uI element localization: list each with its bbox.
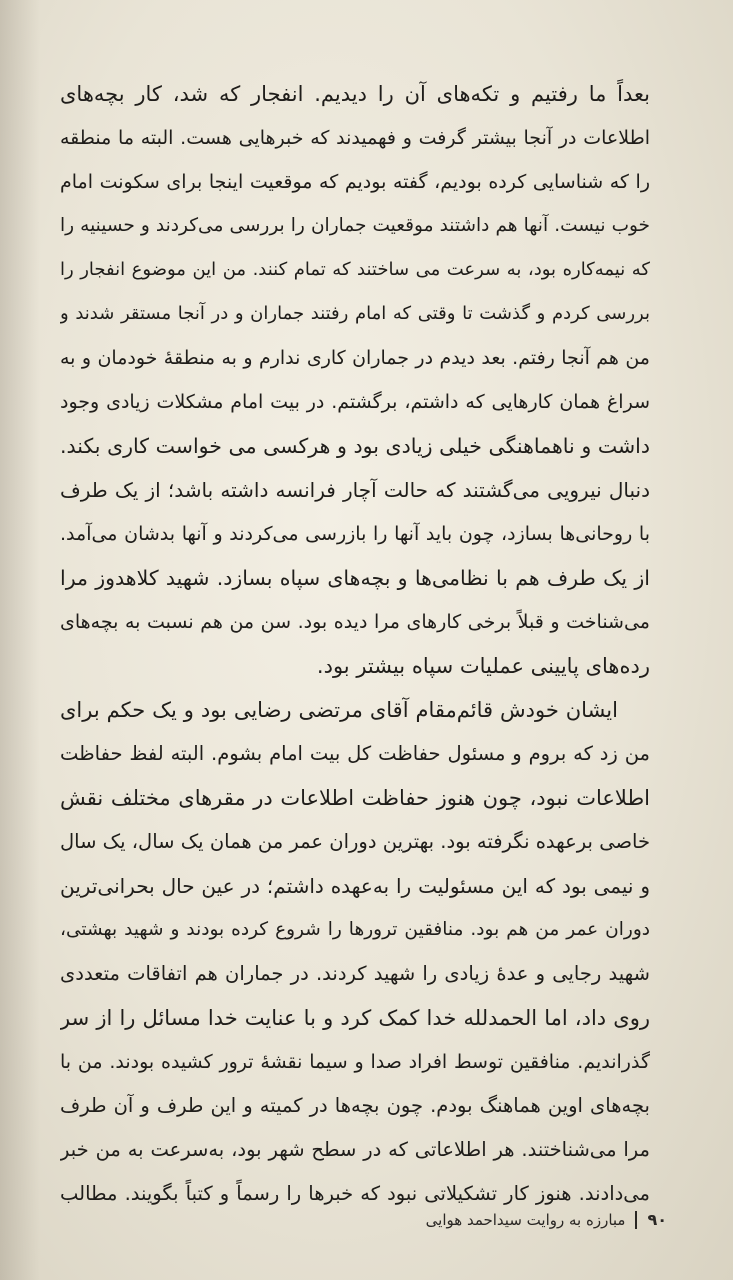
text-line: خاصی برعهده نگرفته بود. بهترین دوران عمر من همان یک سال، یک سال	[60, 830, 650, 853]
paragraph-2	[60, 688, 650, 1216]
body-text	[60, 72, 650, 1216]
text-line: سراغ همان کارهایی که داشتم، برگشتم. در بیت امام مشکلات زیادی وجود	[60, 391, 650, 413]
page-number: ۹۰	[647, 1210, 667, 1229]
text-line: اطلاعات در آنجا بیشتر گرفت و فهمیدند که خبرهایی هست. البته ما منطقه	[60, 127, 650, 149]
text-line: رده‌های پایینی عملیات سپاه بیشتر بود.	[316, 654, 650, 678]
footer-divider	[635, 1211, 637, 1229]
text-line: و نیمی بود که این مسئولیت را به‌عهده داشتم؛ در عین حال بحرانی‌ترین	[60, 874, 650, 898]
text-line: ایشان خودش قائم‌مقام آقای مرتضی رضایی بود و یک حکم برای	[60, 698, 618, 722]
text-line: روی داد، اما الحمدلله خدا کمک کرد و با عنایت خدا مسائل را از سر	[60, 1006, 650, 1030]
text-line: من هم آنجا رفتم. بعد دیدم در جماران کاری ندارم و به منطقهٔ خودمان و به	[60, 347, 650, 369]
text-line: دوران عمر من هم بود. منافقین ترورها را شروع کرده بودند و شهید بهشتی،	[60, 919, 650, 940]
page-footer	[426, 1210, 667, 1229]
text-line: اطلاعات نبود، چون هنوز حفاظت اطلاعات در مقرهای مختلف نقش	[60, 786, 650, 810]
text-line: می‌شناخت و قبلاً برخی کارهای مرا دیده بود. سن من هم نسبت به بچه‌های	[60, 611, 650, 633]
text-line: از یک طرف هم با نظامی‌ها و بچه‌های سپاه بسازد. شهید کلاهدوز مرا	[60, 566, 650, 590]
text-line: شهید رجایی و عدهٔ زیادی را شهید کردند. در جماران هم اتفاقات متعددی	[60, 962, 650, 985]
text-line: من زد که بروم و مسئول حفاظت کل بیت امام بشوم. البته لفظ حفاظت	[60, 742, 650, 765]
page-edge-shadow	[0, 0, 40, 1280]
text-line: بعداً ما رفتیم و تکه‌های آن را دیدیم. انفجار که شد، کار بچه‌های	[60, 82, 650, 106]
text-line: دنبال نیرویی می‌گشتند که حالت آچار فرانسه داشته باشد؛ از یک طرف	[60, 478, 650, 502]
text-line: مرا می‌شناختند. هر اطلاعاتی که در سطح شهر بود، به‌سرعت به من خبر	[60, 1138, 650, 1161]
paragraph-1	[60, 72, 650, 688]
text-line: خوب نیست. آنها هم داشتند موقعیت جماران را بررسی می‌کردند و حسینیه را	[60, 215, 650, 236]
text-line: می‌دادند. هنوز کار تشکیلاتی نبود که خبرها را رسماً و کتباً بگویند. مطالب	[60, 1182, 650, 1205]
text-line: که نیمه‌کاره بود، به سرعت می ساختند که تمام کنند. من این موضوع انفجار را	[60, 259, 650, 280]
text-line: با روحانی‌ها بسازد، چون باید آنها را بازرسی می‌کردند و آنها بدشان می‌آمد.	[60, 523, 650, 545]
text-line: بچه‌های اوین هماهنگ بودم. چون بچه‌ها در کمیته و این طرف و آن طرف	[60, 1094, 650, 1117]
text-line: داشت و ناهماهنگی خیلی زیادی بود و هرکسی می خواست کاری بکند.	[60, 434, 650, 458]
text-line: را که شناسایی کرده بودیم، گفته بودیم که موقعیت اینجا برای سکونت امام	[60, 171, 650, 193]
text-line: بررسی کردم و گذشت تا وقتی که امام رفتند جماران و در آنجا مستقر شدند و	[60, 303, 650, 324]
text-line: گذراندیم. منافقین توسط افراد صدا و سیما نقشهٔ ترور کشیده بودند. من با	[60, 1051, 650, 1073]
running-title: مبارزه به روایت سیداحمد هوایی	[425, 1210, 626, 1229]
